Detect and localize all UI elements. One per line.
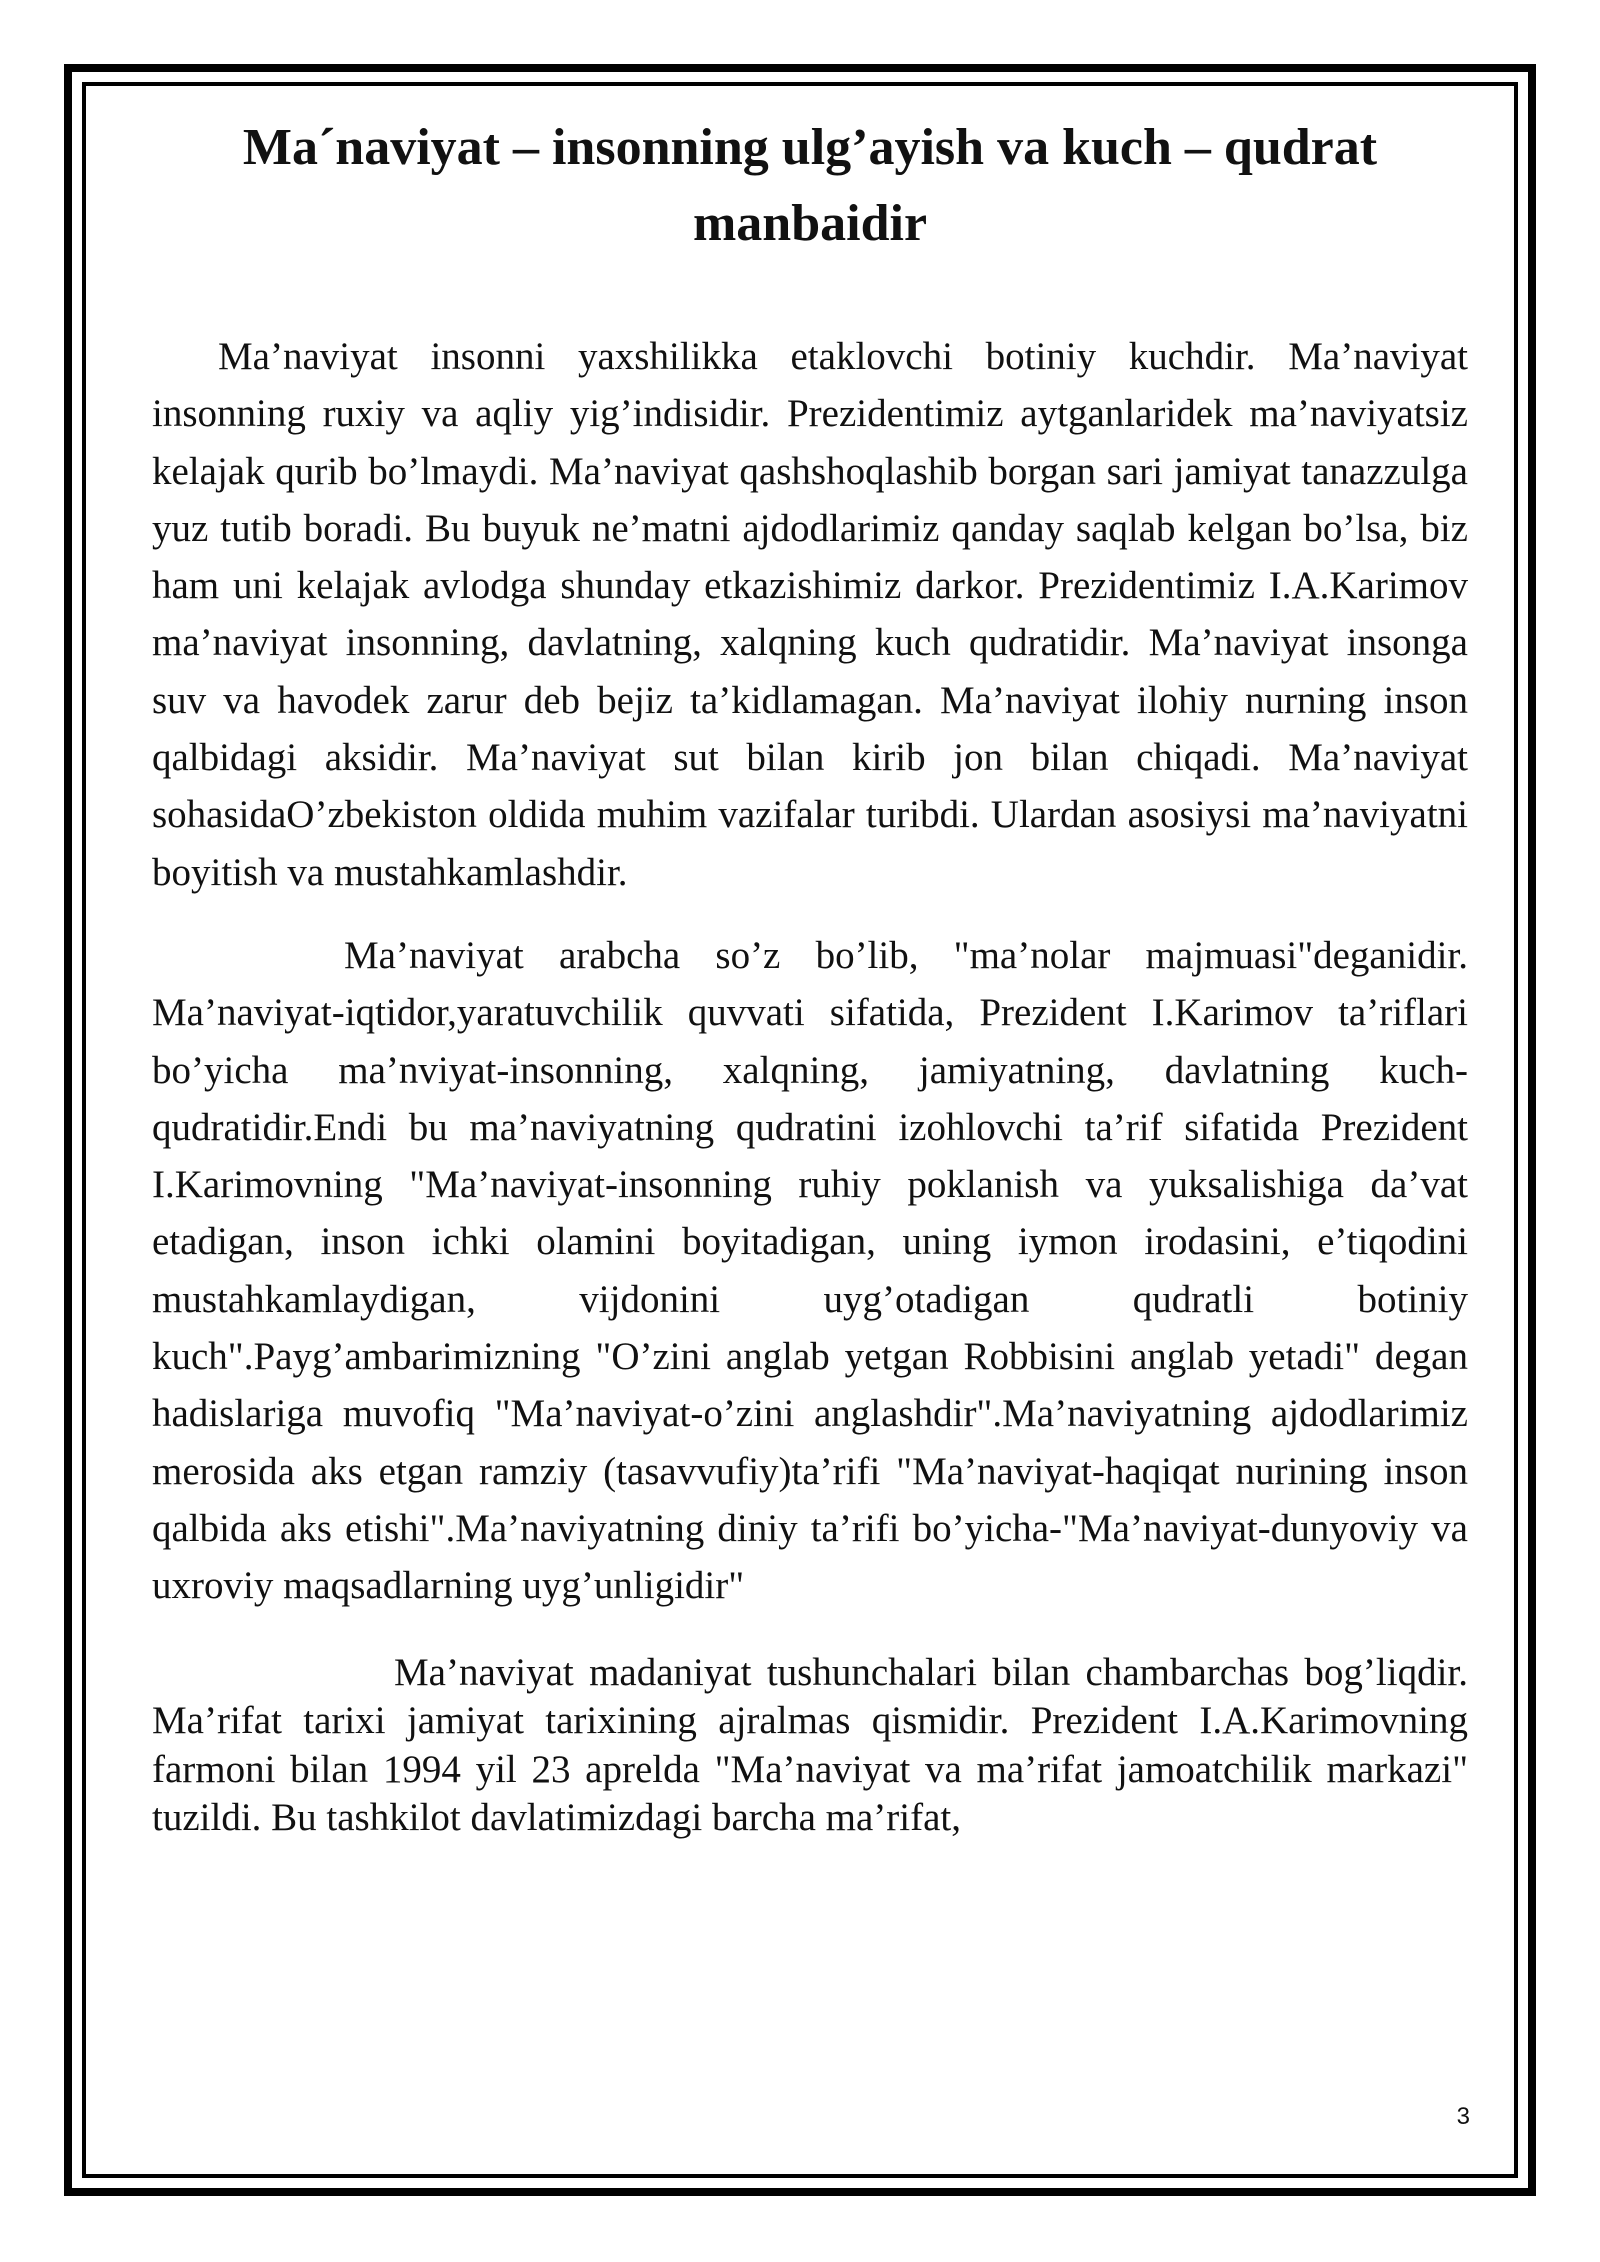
document-title: Ma´naviyat – insonning ulg’ayish va kuch – qudrat manbaidir <box>242 119 1378 252</box>
page-content <box>152 110 1468 1843</box>
page-number: 3 <box>1456 2103 1470 2130</box>
document-body <box>152 328 1468 1843</box>
paragraph-1: Ma’naviyat insonni yaxshilikka etaklovchi botiniy kuchdir. Ma’naviyat insonning ruxiy va aqliy yig’indisidir. Prezidentimiz aytganlaridek ma’naviyatsiz kelajak qurib bo’lmaydi. Ma’naviyat qashshoqlashib borgan sari jamiyat tanazzulga yuz tutib boradi. Bu buyuk ne’matni ajdodlarimiz qanday saqlab kelgan bo’lsa, biz ham uni kelajak avlodga shunday etkazishimiz darkor. Prezidentimiz I.A.Karimov ma’naviyat insonning, davlatning, xalqning kuch qudratidir. Ma’naviyat insonga suv va havodek zarur deb bejiz ta’kidlamagan. Ma’naviyat ilohiy nurning inson qalbidagi aksidir. Ma’naviyat sut bilan kirib jon bilan chiqadi. Ma’naviyat sohasidaO’zbekiston oldida muhim vazifalar turibdi. Ulardan asosiysi ma’naviyatni boyitish va mustahkamlashdir. <box>152 335 1468 894</box>
paragraph-3: Ma’naviyat madaniyat tushunchalari bilan chambarchas bog’liqdir. Ma’rifat tarixi jamiyat tarixining ajralmas qismidir. Prezident I.A.Karimovning farmoni bilan 1994 yil 23 aprelda "Ma’naviyat va ma’rifat jamoatchilik markazi" tuzildi. Bu tashkilot davlatimizdagi barcha ma’rifat, <box>152 1650 1468 1840</box>
paragraph-2: Ma’naviyat arabcha so’z bo’lib, "ma’nolar majmuasi"deganidir. Ma’naviyat-iqtidor,yaratuvchilik quvvati sifatida, Prezident I.Karimov ta’riflari bo’yicha ma’nviyat-insonning, xalqning, jamiyatning, davlatning kuch-qudratidir.Endi bu ma’naviyatning qudratini izohlovchi ta’rif sifatida Prezident I.Karimovning "Ma’naviyat-insonning ruhiy poklanish va yuksalishiga da’vat etadigan, inson ichki olamini boyitadigan, uning iymon irodasini, e’tiqodini mustahkamlaydigan, vijdonini uyg’otadigan qudratli botiniy kuch".Payg’ambarimizning "O’zini anglab yetgan Robbisini anglab yetadi" degan hadislariga muvofiq "Ma’naviyat-o’zini anglashdir".Ma’naviyatning ajdodlarimiz merosida aks etgan ramziy (tasavvufiy)ta’rifi "Ma’naviyat-haqiqat nurining inson qalbida aks etishi".Ma’naviyatning diniy ta’rifi bo’yicha-"Ma’naviyat-dunyoviy va uxroviy maqsadlarning uyg’unligidir" <box>152 933 1468 1608</box>
